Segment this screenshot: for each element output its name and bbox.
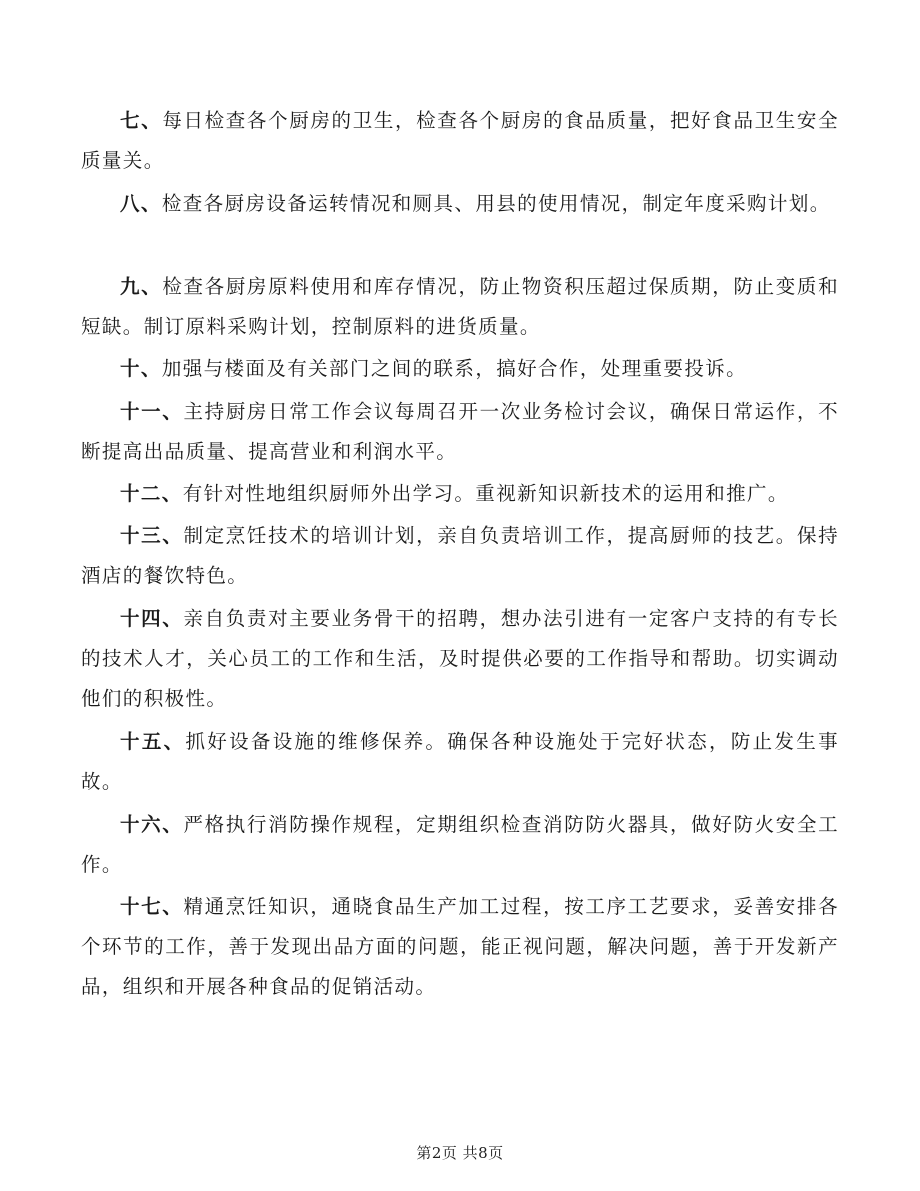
paragraph-text: 检查各厨房设备运转情况和厕具、用县的使用情况，制定年度采购计划。 (161, 192, 831, 215)
paragraph-text: 有针对性地组织厨师外出学习。重视新知识新技术的运用和推广。 (182, 482, 789, 505)
paragraph-number: 八、 (120, 192, 162, 215)
paragraph-13 (81, 516, 839, 596)
paragraph-number: 十一、 (120, 400, 184, 423)
paragraph-number: 十六、 (120, 813, 184, 836)
paragraph-text: 加强与楼面及有关部门之间的联系，搞好合作，处理重要投诉。 (161, 357, 748, 380)
paragraph-15 (81, 722, 839, 802)
paragraph-text: 主持厨房日常工作会议每周召开一次业务检讨会议，确保日常运作，不断提高出品质量、提高营业和利润水平。 (81, 400, 839, 463)
paragraph-number: 十四、 (120, 607, 184, 630)
paragraph-number: 十、 (120, 357, 162, 380)
paragraph-number: 九、 (120, 275, 163, 298)
paragraph-9 (81, 267, 839, 347)
paragraph-number: 十二、 (120, 482, 183, 505)
paragraph-text: 亲自负责对主要业务骨干的招聘，想办法引进有一定客户支持的有专长的技术人才，关心员工的工作和生活，及时提供必要的工作指导和帮助。切实调动他们的积极性。 (81, 607, 839, 710)
paragraph-text: 抓好设备设施的维修保养。确保各种设施处于完好状态，防止发生事故。 (81, 730, 839, 793)
paragraph-number: 七、 (120, 109, 163, 132)
paragraph-number: 十七、 (120, 895, 184, 918)
paragraph-text: 制定烹饪技术的培训计划，亲自负责培训工作，提高厨师的技艺。保持酒店的餐饮特色。 (81, 524, 839, 587)
paragraph-14 (81, 599, 839, 719)
paragraph-12 (81, 474, 839, 514)
paragraph-10 (81, 349, 839, 389)
paragraph-number: 十三、 (120, 524, 184, 547)
paragraph-11 (81, 392, 839, 472)
paragraph-8 (81, 184, 839, 224)
paragraph-16 (81, 805, 839, 885)
paragraph-number: 十五、 (120, 730, 186, 753)
paragraph-text: 每日检查各个厨房的卫生，检查各个厨房的食品质量，把好食品卫生安全质量关。 (81, 109, 839, 172)
paragraph-text: 严格执行消防操作规程，定期组织检查消防防火器具，做好防火安全工作。 (81, 813, 839, 876)
paragraph-7 (81, 101, 839, 181)
page-number-footer: 第2页 共8页 (416, 1144, 504, 1162)
paragraph-text: 检查各厨房原料使用和库存情况，防止物资积压超过保质期，防止变质和短缺。制订原料采购计划，控制原料的进货质量。 (81, 275, 839, 338)
paragraph-17 (81, 887, 839, 1007)
paragraph-text: 精通烹饪知识，通晓食品生产加工过程，按工序工艺要求，妥善安排各个环节的工作，善于发现出品方面的问题，能正视问题，解决问题，善于开发新产品，组织和开展各种食品的促销活动。 (81, 895, 839, 998)
